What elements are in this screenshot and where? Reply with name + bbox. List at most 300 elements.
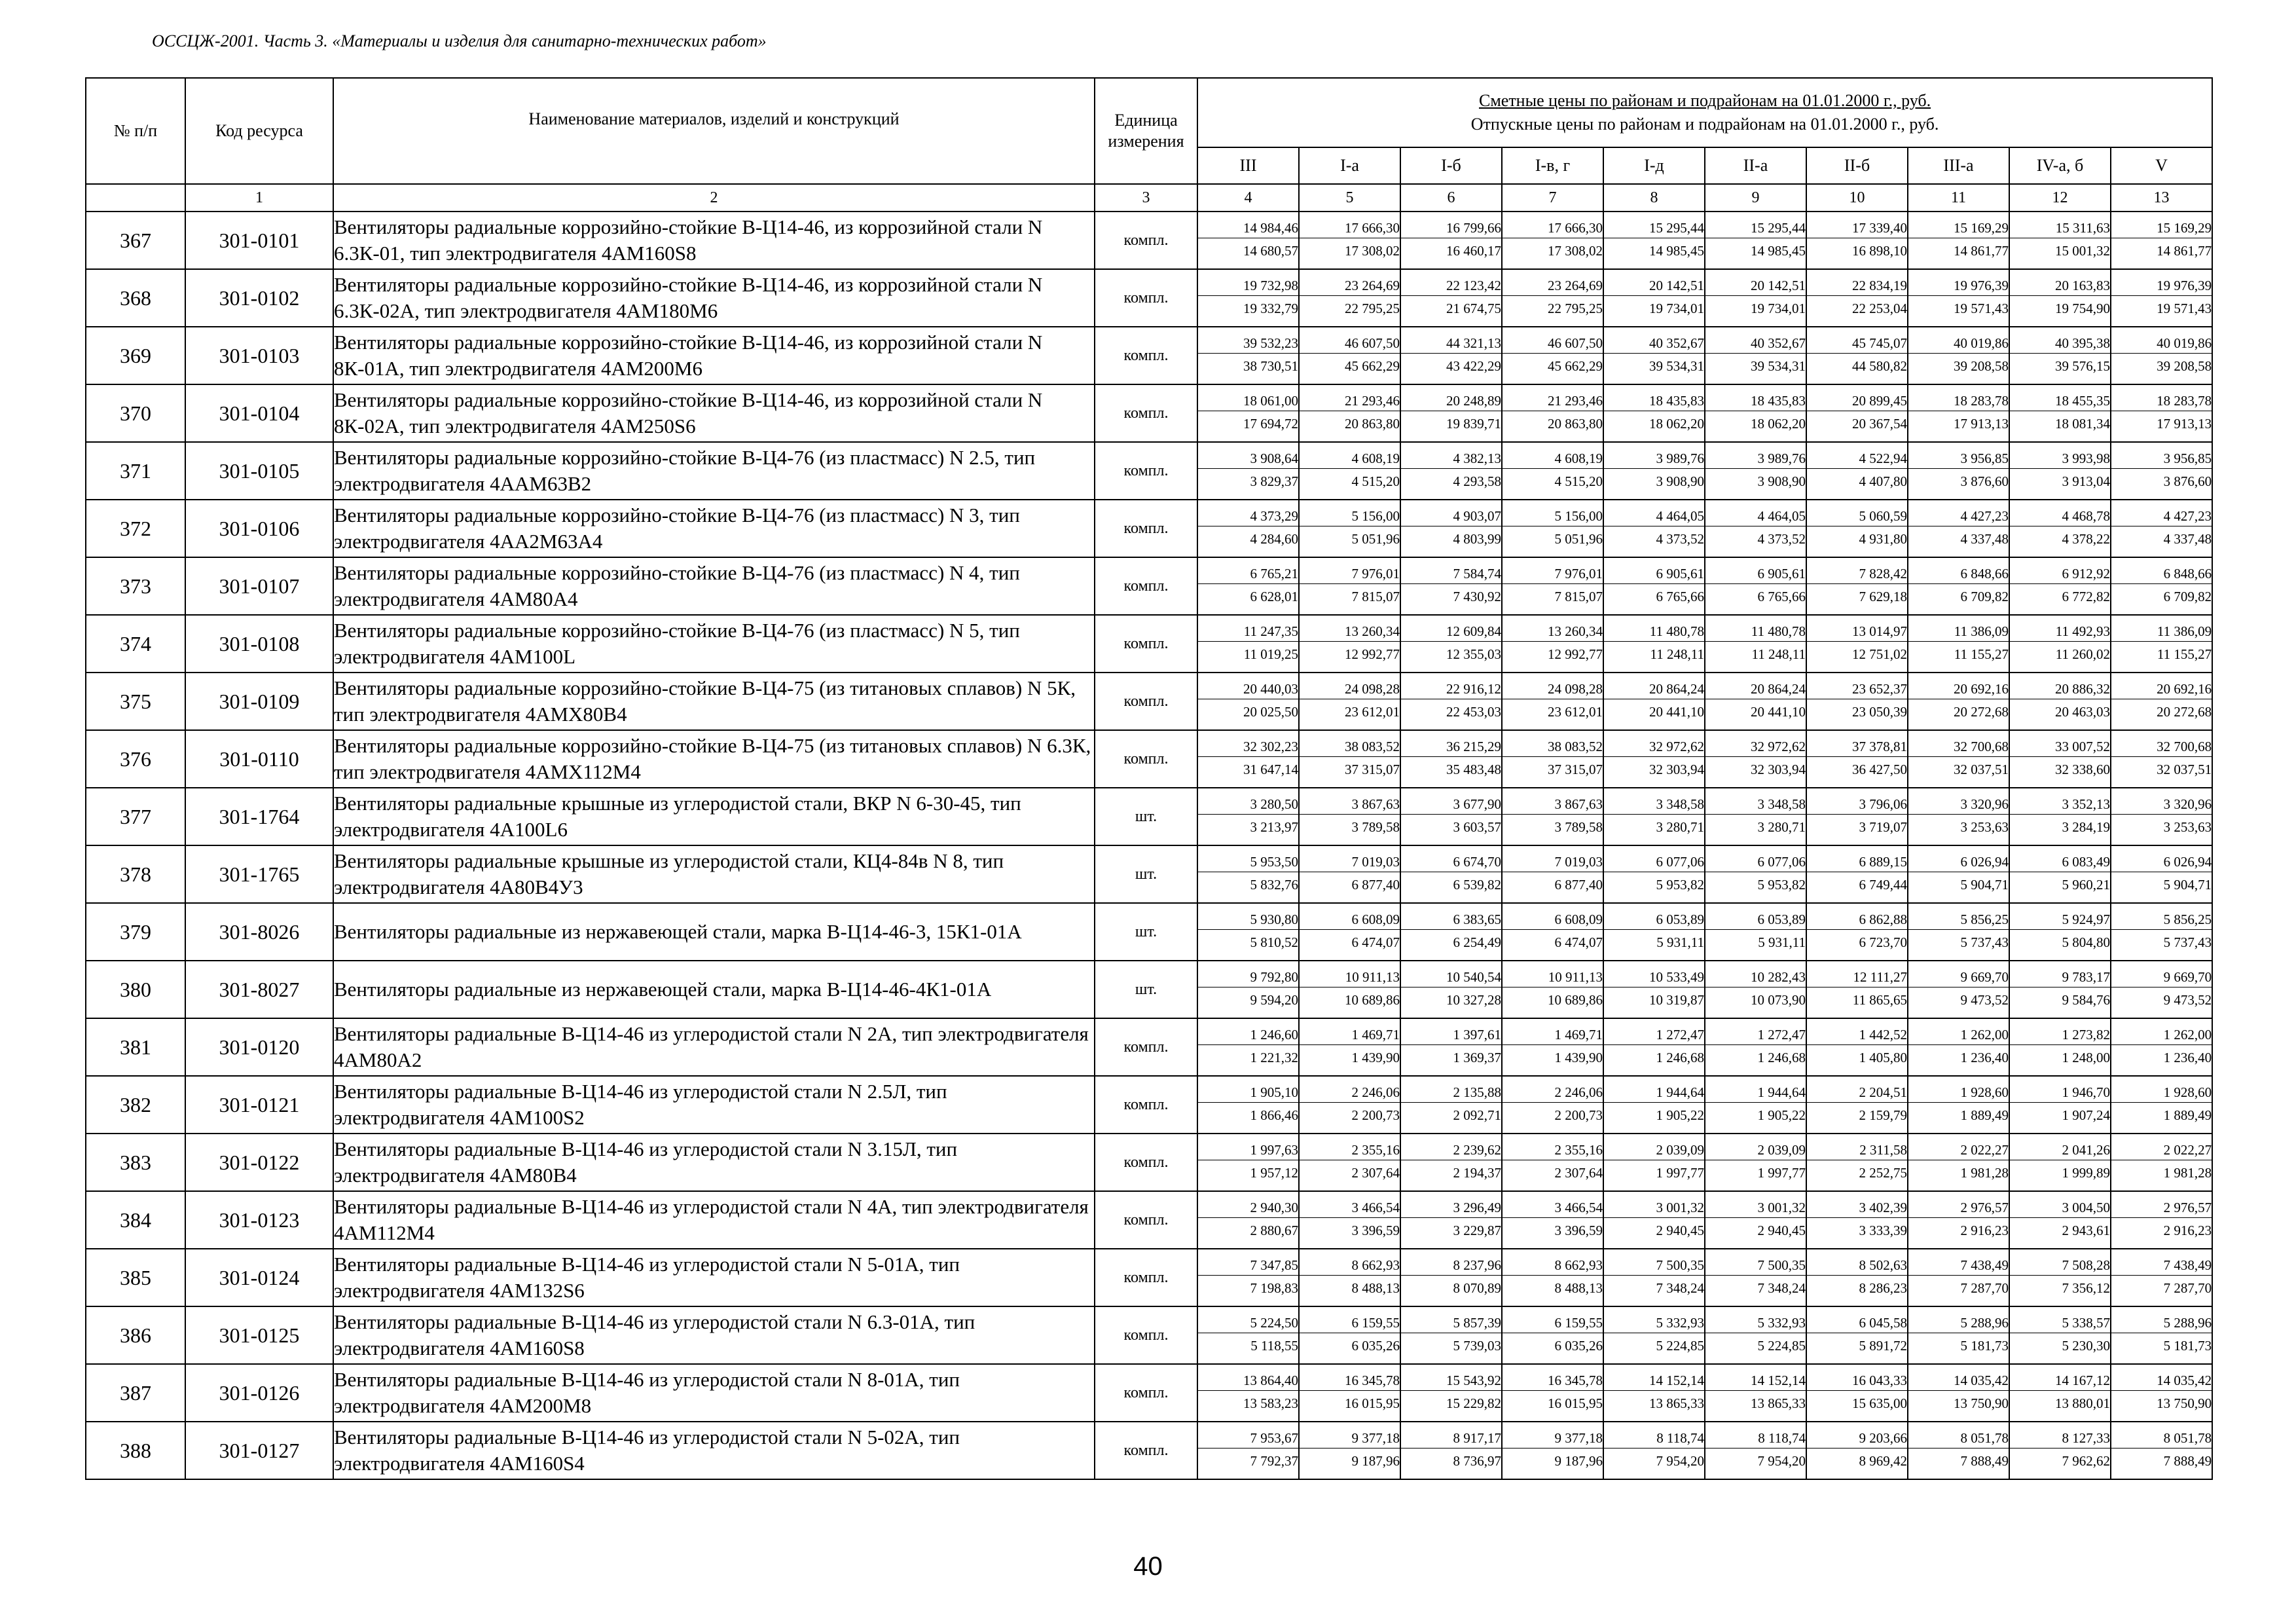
estimate-price: 1 997,63 xyxy=(1198,1140,1298,1160)
release-price: 12 751,02 xyxy=(1852,646,1907,662)
release-price: 8 488,13 xyxy=(1351,1280,1400,1296)
price-cell xyxy=(2111,442,2212,500)
region-header: I-д xyxy=(1603,147,1705,184)
release-price: 3 913,04 xyxy=(2062,473,2110,489)
estimate-price: 9 377,18 xyxy=(1300,1428,1400,1449)
release-price: 5 224,85 xyxy=(1757,1337,1806,1354)
price-cell xyxy=(1908,269,2009,327)
unit-of-measure: компл. xyxy=(1095,557,1197,615)
item-name: Вентиляторы радиальные В-Ц14-46 из углеродистой стали N 6.3-01А, тип электродвигателя 4АМ160S8 xyxy=(333,1306,1095,1364)
price-cell xyxy=(1806,1191,1908,1249)
estimate-price: 21 293,46 xyxy=(1300,391,1400,411)
price-cell xyxy=(1806,1422,1908,1479)
price-cell xyxy=(1197,1018,1299,1076)
region-header: I-а xyxy=(1299,147,1400,184)
price-cell xyxy=(1299,212,1400,269)
release-price: 19 734,01 xyxy=(1751,300,1806,316)
release-price: 16 460,17 xyxy=(1446,242,1501,259)
price-cell xyxy=(2009,903,2111,961)
resource-code: 301-8027 xyxy=(185,961,333,1018)
running-header: ОССЦЖ-2001. Часть 3. «Материалы и изделия для санитарно-технических работ» xyxy=(152,31,767,50)
estimate-price: 20 692,16 xyxy=(2111,679,2212,699)
price-cell xyxy=(2009,788,2111,845)
estimate-price: 5 332,93 xyxy=(1705,1313,1806,1333)
item-name: Вентиляторы радиальные коррозийно-стойкие В-Ц14-46, из коррозийной стали N 8К-02А, тип электродвигателя 4АМ250S6 xyxy=(333,384,1095,442)
item-name: Вентиляторы радиальные коррозийно-стойкие В-Ц14-46, из коррозийной стали N 6.3К-01, тип электродвигателя 4АМ160S8 xyxy=(333,212,1095,269)
price-cell xyxy=(1705,269,1806,327)
release-price: 8 488,13 xyxy=(1554,1280,1603,1296)
price-cell xyxy=(1400,961,1502,1018)
price-cell xyxy=(1299,961,1400,1018)
release-price: 19 734,01 xyxy=(1649,300,1704,316)
estimate-price: 1 273,82 xyxy=(2010,1025,2110,1045)
release-price: 1 246,68 xyxy=(1656,1049,1704,1065)
price-cell xyxy=(2111,788,2212,845)
estimate-price: 11 480,78 xyxy=(1604,621,1704,642)
price-cell xyxy=(1705,212,1806,269)
estimate-price: 46 607,50 xyxy=(1300,333,1400,354)
price-cell xyxy=(1197,1249,1299,1306)
price-cell xyxy=(1908,442,2009,500)
estimate-price: 19 732,98 xyxy=(1198,276,1298,296)
estimate-price: 6 077,06 xyxy=(1604,852,1704,872)
column-number: 10 xyxy=(1806,184,1908,212)
unit-of-measure: шт. xyxy=(1095,903,1197,961)
release-price: 3 280,71 xyxy=(1656,819,1704,835)
price-cell xyxy=(1502,961,1603,1018)
resource-code: 301-0127 xyxy=(185,1422,333,1479)
release-price: 18 062,20 xyxy=(1751,415,1806,432)
release-price: 9 187,96 xyxy=(1351,1452,1400,1469)
item-name: Вентиляторы радиальные коррозийно-стойкие В-Ц14-46, из коррозийной стали N 6.3К-02А, тип электродвигателя 4АМ180М6 xyxy=(333,269,1095,327)
release-price: 5 051,96 xyxy=(1351,530,1400,547)
price-cell xyxy=(2009,1076,2111,1134)
estimate-price: 8 051,78 xyxy=(2111,1428,2212,1449)
column-number: 4 xyxy=(1197,184,1299,212)
release-price: 14 861,77 xyxy=(2157,242,2212,259)
estimate-price: 4 464,05 xyxy=(1604,506,1704,526)
estimate-price: 6 159,55 xyxy=(1300,1313,1400,1333)
release-price: 2 943,61 xyxy=(2062,1222,2110,1238)
row-number: 378 xyxy=(86,845,185,903)
estimate-price: 13 014,97 xyxy=(1807,621,1907,642)
release-price: 15 229,82 xyxy=(1446,1395,1501,1411)
release-price: 10 073,90 xyxy=(1751,991,1806,1008)
price-cell xyxy=(1705,845,1806,903)
column-number: 3 xyxy=(1095,184,1197,212)
price-cell xyxy=(2009,1191,2111,1249)
release-price: 11 155,27 xyxy=(1954,646,2009,662)
resource-code: 301-0124 xyxy=(185,1249,333,1306)
estimate-price: 19 976,39 xyxy=(1908,276,2009,296)
price-cell xyxy=(1502,557,1603,615)
estimate-price: 2 355,16 xyxy=(1503,1140,1603,1160)
release-price: 7 954,20 xyxy=(1757,1452,1806,1469)
table-row xyxy=(86,730,2212,788)
price-cell xyxy=(1603,1364,1705,1422)
column-number: 6 xyxy=(1400,184,1502,212)
estimate-price: 3 867,63 xyxy=(1503,794,1603,815)
release-price: 32 303,94 xyxy=(1649,761,1704,777)
unit-of-measure: шт. xyxy=(1095,788,1197,845)
release-price: 1 236,40 xyxy=(2163,1049,2212,1065)
price-cell xyxy=(2009,1364,2111,1422)
estimate-price: 1 262,00 xyxy=(1908,1025,2009,1045)
resource-code: 301-1764 xyxy=(185,788,333,845)
price-cell xyxy=(1908,673,2009,730)
release-price: 20 272,68 xyxy=(2157,703,2212,720)
price-cell xyxy=(1603,788,1705,845)
estimate-price: 4 903,07 xyxy=(1401,506,1501,526)
release-price: 16 015,95 xyxy=(1548,1395,1603,1411)
release-price: 17 308,02 xyxy=(1548,242,1603,259)
table-row xyxy=(86,673,2212,730)
release-price: 9 473,52 xyxy=(1960,991,2009,1008)
price-cell xyxy=(1502,1018,1603,1076)
row-number: 375 xyxy=(86,673,185,730)
release-price: 3 253,63 xyxy=(2163,819,2212,835)
estimate-price: 16 799,66 xyxy=(1401,218,1501,238)
estimate-price: 14 984,46 xyxy=(1198,218,1298,238)
estimate-price: 3 004,50 xyxy=(2010,1198,2110,1218)
column-number: 7 xyxy=(1502,184,1603,212)
estimate-price: 4 522,94 xyxy=(1807,449,1907,469)
price-cell xyxy=(1197,442,1299,500)
price-cell xyxy=(1502,1249,1603,1306)
estimate-price: 9 203,66 xyxy=(1807,1428,1907,1449)
price-cell xyxy=(1705,673,1806,730)
release-price: 20 463,03 xyxy=(2055,703,2110,720)
estimate-price: 2 976,57 xyxy=(2111,1198,2212,1218)
release-price: 3 396,59 xyxy=(1351,1222,1400,1238)
release-price: 2 880,67 xyxy=(1250,1222,1298,1238)
price-cell xyxy=(1299,903,1400,961)
price-cell xyxy=(1197,615,1299,673)
price-cell xyxy=(1400,327,1502,384)
release-price: 1 236,40 xyxy=(1960,1049,2009,1065)
estimate-price: 38 083,52 xyxy=(1503,737,1603,757)
price-cell xyxy=(1197,903,1299,961)
release-price: 2 940,45 xyxy=(1757,1222,1806,1238)
estimate-price: 37 378,81 xyxy=(1807,737,1907,757)
release-price: 3 253,63 xyxy=(1960,819,2009,835)
estimate-price: 16 043,33 xyxy=(1807,1371,1907,1391)
column-number: 2 xyxy=(333,184,1095,212)
estimate-price: 3 352,13 xyxy=(2010,794,2110,815)
price-cell xyxy=(1502,730,1603,788)
estimate-price: 3 956,85 xyxy=(1908,449,2009,469)
estimate-price: 9 669,70 xyxy=(1908,967,2009,987)
price-cell xyxy=(1400,442,1502,500)
estimate-price: 3 320,96 xyxy=(2111,794,2212,815)
release-price: 10 319,87 xyxy=(1649,991,1704,1008)
release-price: 13 583,23 xyxy=(1243,1395,1298,1411)
row-number: 377 xyxy=(86,788,185,845)
unit-of-measure: компл. xyxy=(1095,442,1197,500)
item-name: Вентиляторы радиальные коррозийно-стойкие В-Ц4-76 (из пластмасс) N 2.5, тип электродвигателя 4ААМ63В2 xyxy=(333,442,1095,500)
price-cell xyxy=(1299,1076,1400,1134)
estimate-price: 6 026,94 xyxy=(1908,852,2009,872)
price-cell xyxy=(1400,1422,1502,1479)
table-row xyxy=(86,500,2212,557)
release-price: 2 252,75 xyxy=(1859,1164,1907,1181)
release-price: 19 754,90 xyxy=(2055,300,2110,316)
price-cell xyxy=(1908,327,2009,384)
column-number xyxy=(86,184,185,212)
price-cell xyxy=(2111,903,2212,961)
price-cell xyxy=(1806,1018,1908,1076)
estimate-price: 6 889,15 xyxy=(1807,852,1907,872)
price-cell xyxy=(1299,615,1400,673)
estimate-price: 14 035,42 xyxy=(2111,1371,2212,1391)
estimate-price: 39 532,23 xyxy=(1198,333,1298,354)
row-number: 379 xyxy=(86,903,185,961)
estimate-price: 18 455,35 xyxy=(2010,391,2110,411)
estimate-price: 8 237,96 xyxy=(1401,1255,1501,1276)
price-cell xyxy=(1806,1249,1908,1306)
release-price: 3 876,60 xyxy=(2163,473,2212,489)
estimate-price: 6 053,89 xyxy=(1705,910,1806,930)
release-price: 39 534,31 xyxy=(1751,358,1806,374)
price-cell xyxy=(2111,269,2212,327)
release-price: 4 337,48 xyxy=(2163,530,2212,547)
release-price: 21 674,75 xyxy=(1446,300,1501,316)
resource-code: 301-0121 xyxy=(185,1076,333,1134)
estimate-price: 24 098,28 xyxy=(1503,679,1603,699)
release-price: 1 889,49 xyxy=(1960,1107,2009,1123)
price-cell xyxy=(2009,500,2111,557)
release-price: 1 369,37 xyxy=(1453,1049,1501,1065)
resource-code: 301-0110 xyxy=(185,730,333,788)
estimate-price: 6 848,66 xyxy=(1908,564,2009,584)
price-cell xyxy=(2009,1306,2111,1364)
price-cell xyxy=(1502,500,1603,557)
estimate-price: 7 019,03 xyxy=(1300,852,1400,872)
release-price: 5 953,82 xyxy=(1656,876,1704,893)
release-price: 1 866,46 xyxy=(1250,1107,1298,1123)
release-price: 1 981,28 xyxy=(2163,1164,2212,1181)
price-cell xyxy=(1806,615,1908,673)
price-cell xyxy=(1197,384,1299,442)
estimate-price: 2 039,09 xyxy=(1604,1140,1704,1160)
estimate-price: 2 355,16 xyxy=(1300,1140,1400,1160)
row-number: 380 xyxy=(86,961,185,1018)
release-price: 9 473,52 xyxy=(2163,991,2212,1008)
price-cell xyxy=(1806,557,1908,615)
unit-of-measure: компл. xyxy=(1095,212,1197,269)
estimate-price: 20 142,51 xyxy=(1705,276,1806,296)
estimate-price: 7 976,01 xyxy=(1503,564,1603,584)
region-header: III xyxy=(1197,147,1299,184)
price-cell xyxy=(1705,1249,1806,1306)
unit-of-measure: компл. xyxy=(1095,1018,1197,1076)
item-name: Вентиляторы радиальные В-Ц14-46 из углеродистой стали N 5-02А, тип электродвигателя 4АМ160S4 xyxy=(333,1422,1095,1479)
release-price: 4 373,52 xyxy=(1757,530,1806,547)
release-price: 1 997,77 xyxy=(1656,1164,1704,1181)
estimate-price: 6 083,49 xyxy=(2010,852,2110,872)
price-cell xyxy=(1806,673,1908,730)
estimate-price: 3 348,58 xyxy=(1604,794,1704,815)
estimate-price: 6 026,94 xyxy=(2111,852,2212,872)
estimate-price: 4 373,29 xyxy=(1198,506,1298,526)
resource-code: 301-1765 xyxy=(185,845,333,903)
release-price: 13 750,90 xyxy=(2157,1395,2212,1411)
estimate-price: 13 260,34 xyxy=(1300,621,1400,642)
price-cell xyxy=(1705,500,1806,557)
price-cell xyxy=(1299,442,1400,500)
price-cell xyxy=(1400,212,1502,269)
release-price: 5 118,55 xyxy=(1250,1337,1298,1354)
price-cell xyxy=(1197,212,1299,269)
item-name: Вентиляторы радиальные крышные из углеродистой стали, ВКР N 6-30-45, тип электродвигателя 4А100L6 xyxy=(333,788,1095,845)
price-cell xyxy=(1299,1134,1400,1191)
price-cell xyxy=(1299,327,1400,384)
release-price: 1 905,22 xyxy=(1757,1107,1806,1123)
release-price: 1 957,12 xyxy=(1250,1164,1298,1181)
estimate-price: 17 339,40 xyxy=(1807,218,1907,238)
release-price: 5 953,82 xyxy=(1757,876,1806,893)
release-price: 5 737,43 xyxy=(1960,934,2009,950)
estimate-price: 7 976,01 xyxy=(1300,564,1400,584)
estimate-price: 32 700,68 xyxy=(1908,737,2009,757)
price-cell xyxy=(1502,1191,1603,1249)
price-cell xyxy=(2009,442,2111,500)
price-cell xyxy=(1908,615,2009,673)
estimate-price: 19 976,39 xyxy=(2111,276,2212,296)
release-price: 4 284,60 xyxy=(1250,530,1298,547)
header-prices-estimate: Сметные цены по районам и подрайонам на 01.01.2000 г., руб. xyxy=(1478,91,1931,110)
row-number: 371 xyxy=(86,442,185,500)
price-cell xyxy=(1400,903,1502,961)
estimate-price: 8 502,63 xyxy=(1807,1255,1907,1276)
item-name: Вентиляторы радиальные коррозийно-стойкие В-Ц4-75 (из титановых сплавов) N 5К, тип электродвигателя 4АМХ80В4 xyxy=(333,673,1095,730)
price-cell xyxy=(1603,1018,1705,1076)
release-price: 6 877,40 xyxy=(1554,876,1603,893)
estimate-price: 1 944,64 xyxy=(1705,1082,1806,1103)
release-price: 13 750,90 xyxy=(1954,1395,2009,1411)
estimate-price: 44 321,13 xyxy=(1401,333,1501,354)
estimate-price: 7 019,03 xyxy=(1503,852,1603,872)
estimate-price: 1 246,60 xyxy=(1198,1025,1298,1045)
estimate-price: 20 692,16 xyxy=(1908,679,2009,699)
estimate-price: 5 156,00 xyxy=(1300,506,1400,526)
release-price: 5 737,43 xyxy=(2163,934,2212,950)
price-cell xyxy=(1299,1306,1400,1364)
estimate-price: 2 940,30 xyxy=(1198,1198,1298,1218)
estimate-price: 23 264,69 xyxy=(1503,276,1603,296)
estimate-price: 7 953,67 xyxy=(1198,1428,1298,1449)
release-price: 7 792,37 xyxy=(1250,1452,1298,1469)
price-cell xyxy=(2009,961,2111,1018)
estimate-price: 23 652,37 xyxy=(1807,679,1907,699)
release-price: 7 348,24 xyxy=(1656,1280,1704,1296)
estimate-price: 3 466,54 xyxy=(1300,1198,1400,1218)
unit-of-measure: компл. xyxy=(1095,384,1197,442)
estimate-price: 3 402,39 xyxy=(1807,1198,1907,1218)
release-price: 6 765,66 xyxy=(1757,588,1806,604)
release-price: 22 795,25 xyxy=(1345,300,1400,316)
price-cell xyxy=(1400,1364,1502,1422)
price-cell xyxy=(1400,788,1502,845)
unit-of-measure: компл. xyxy=(1095,615,1197,673)
estimate-price: 18 435,83 xyxy=(1705,391,1806,411)
resource-code: 301-0120 xyxy=(185,1018,333,1076)
item-name: Вентиляторы радиальные В-Ц14-46 из углеродистой стали N 2А, тип электродвигателя 4АМ80А2 xyxy=(333,1018,1095,1076)
item-name: Вентиляторы радиальные В-Ц14-46 из углеродистой стали N 4А, тип электродвигателя 4АМ112М4 xyxy=(333,1191,1095,1249)
item-name: Вентиляторы радиальные из нержавеющей стали, марка В-Ц14-46-4К1-01А xyxy=(333,961,1095,1018)
price-cell xyxy=(1502,1076,1603,1134)
item-name: Вентиляторы радиальные коррозийно-стойкие В-Ц4-75 (из титановых сплавов) N 6.3К, тип электродвигателя 4АМХ112М4 xyxy=(333,730,1095,788)
price-cell xyxy=(1197,269,1299,327)
estimate-price: 18 283,78 xyxy=(1908,391,2009,411)
release-price: 17 913,13 xyxy=(2157,415,2212,432)
release-price: 18 081,34 xyxy=(2055,415,2110,432)
release-price: 2 200,73 xyxy=(1351,1107,1400,1123)
price-cell xyxy=(1806,327,1908,384)
price-cell xyxy=(1502,269,1603,327)
release-price: 5 832,76 xyxy=(1250,876,1298,893)
release-price: 3 829,37 xyxy=(1250,473,1298,489)
estimate-price: 20 899,45 xyxy=(1807,391,1907,411)
column-number-row xyxy=(86,184,2212,212)
row-number: 386 xyxy=(86,1306,185,1364)
price-cell xyxy=(1705,384,1806,442)
release-price: 7 287,70 xyxy=(2163,1280,2212,1296)
price-cell xyxy=(1502,673,1603,730)
price-cell xyxy=(1603,1076,1705,1134)
release-price: 1 905,22 xyxy=(1656,1107,1704,1123)
price-cell xyxy=(1908,1364,2009,1422)
header-unit: Единица измерения xyxy=(1095,78,1197,184)
estimate-price: 11 386,09 xyxy=(2111,621,2212,642)
estimate-price: 23 264,69 xyxy=(1300,276,1400,296)
release-price: 39 534,31 xyxy=(1649,358,1704,374)
price-cell xyxy=(1806,1134,1908,1191)
price-cell xyxy=(1603,1191,1705,1249)
row-number: 376 xyxy=(86,730,185,788)
price-cell xyxy=(1908,730,2009,788)
row-number: 382 xyxy=(86,1076,185,1134)
item-name: Вентиляторы радиальные крышные из углеродистой стали, КЦ4-84в N 8, тип электродвигателя 4А80В4У3 xyxy=(333,845,1095,903)
release-price: 2 200,73 xyxy=(1554,1107,1603,1123)
estimate-price: 4 468,78 xyxy=(2010,506,2110,526)
price-cell xyxy=(1400,1306,1502,1364)
release-price: 5 230,30 xyxy=(2062,1337,2110,1354)
estimate-price: 17 666,30 xyxy=(1503,218,1603,238)
table-row xyxy=(86,1018,2212,1076)
release-price: 6 628,01 xyxy=(1250,588,1298,604)
estimate-price: 7 828,42 xyxy=(1807,564,1907,584)
estimate-price: 14 167,12 xyxy=(2010,1371,2110,1391)
release-price: 5 960,21 xyxy=(2062,876,2110,893)
table-row xyxy=(86,788,2212,845)
row-number: 383 xyxy=(86,1134,185,1191)
resource-code: 301-0108 xyxy=(185,615,333,673)
release-price: 3 229,87 xyxy=(1453,1222,1501,1238)
estimate-price: 1 469,71 xyxy=(1300,1025,1400,1045)
release-price: 12 355,03 xyxy=(1446,646,1501,662)
resource-code: 301-0101 xyxy=(185,212,333,269)
estimate-price: 6 862,88 xyxy=(1807,910,1907,930)
estimate-price: 6 077,06 xyxy=(1705,852,1806,872)
estimate-price: 20 886,32 xyxy=(2010,679,2110,699)
release-price: 15 001,32 xyxy=(2055,242,2110,259)
price-cell xyxy=(2111,961,2212,1018)
price-cell xyxy=(2009,269,2111,327)
price-cell xyxy=(2009,845,2111,903)
price-cell xyxy=(2111,1249,2212,1306)
price-cell xyxy=(1908,500,2009,557)
